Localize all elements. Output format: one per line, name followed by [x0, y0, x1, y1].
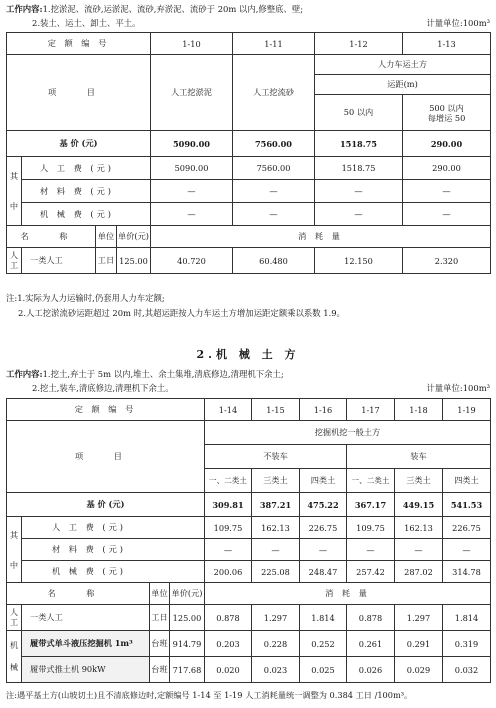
- column-title: 人工挖淤泥: [151, 55, 233, 131]
- cost-value: —: [233, 180, 315, 203]
- labor-name: 一类人工: [22, 248, 96, 274]
- machine-value: 0.023: [252, 657, 300, 683]
- cost-value: 7560.00: [233, 157, 315, 180]
- machine-value: 0.029: [395, 657, 443, 683]
- cost-value: 162.13: [395, 517, 443, 539]
- cost-value: —: [151, 203, 233, 226]
- cost-value: 162.13: [252, 517, 300, 539]
- labor-name: 一类人工: [22, 605, 150, 631]
- base-price-value: 475.22: [300, 493, 347, 517]
- machine-value: 0.020: [205, 657, 252, 683]
- cost-value: 1518.75: [315, 157, 403, 180]
- cost-value: 5090.00: [151, 157, 233, 180]
- sub-column-title: 50 以内: [315, 95, 403, 131]
- quota-code: 1-16: [300, 399, 347, 421]
- cost-name: 人 工 费 (元): [22, 517, 205, 539]
- quota-code: 1-17: [347, 399, 395, 421]
- note-line: 2.人工挖淤流砂运距超过 20m 时,其超运距按人力车运土方增加运距定额乘以系数 1.9。: [18, 308, 345, 318]
- work-content-label: 工作内容:: [6, 4, 43, 14]
- labor-value: 1.814: [443, 605, 491, 631]
- labor-unit: 工日: [96, 248, 117, 274]
- cost-value: —: [403, 203, 491, 226]
- cost-value: 109.75: [347, 517, 395, 539]
- cost-value: 200.06: [205, 561, 252, 583]
- cost-value: —: [205, 539, 252, 561]
- labor-value: 60.480: [233, 248, 315, 274]
- sub-group-title: 装车: [347, 445, 491, 469]
- work-content-1: [6, 3, 303, 15]
- machine-value: 0.203: [205, 631, 252, 657]
- note-line: 注:遇平基土方(山坡切土)且不清底修边时,定额编号 1-14 至 1-19 人工消耗量统一调整为 0.384 工日 /100m³。: [6, 690, 413, 700]
- labor-price: 125.00: [117, 248, 151, 274]
- labor-value: 40.720: [151, 248, 233, 274]
- quota-code: 1-19: [443, 399, 491, 421]
- item-label: 项 目: [7, 55, 151, 131]
- cost-value: —: [300, 539, 347, 561]
- labor-value: 1.297: [395, 605, 443, 631]
- base-price-value: 367.17: [347, 493, 395, 517]
- consumption-unit-header: 单位: [150, 583, 170, 605]
- soil-class: 三类土: [395, 469, 443, 493]
- base-price-value: 387.21: [252, 493, 300, 517]
- cost-value: 225.08: [252, 561, 300, 583]
- consumption-price-header: 单价(元): [170, 583, 205, 605]
- cost-value: —: [315, 203, 403, 226]
- machine-name: 履带式单斗液压挖掘机 1m³: [22, 631, 150, 657]
- cost-name: 机 械 费 (元): [22, 203, 151, 226]
- quota-code: 1-11: [233, 33, 315, 55]
- machine-side-label: 机械: [7, 631, 22, 683]
- cost-value: —: [252, 539, 300, 561]
- cost-value: —: [233, 203, 315, 226]
- cost-value: 290.00: [403, 157, 491, 180]
- quota-code: 1-12: [315, 33, 403, 55]
- quota-code: 1-15: [252, 399, 300, 421]
- cost-value: 257.42: [347, 561, 395, 583]
- machine-name: 履带式推土机 90kW: [22, 657, 150, 683]
- base-price-value: 309.81: [205, 493, 252, 517]
- sub-group-title: 不装车: [205, 445, 347, 469]
- measure-unit: 计量单位:100m³: [426, 383, 490, 393]
- quota-number-label: 定 额 编 号: [7, 399, 205, 421]
- base-price-value: 541.53: [443, 493, 491, 517]
- machine-value: 0.319: [443, 631, 491, 657]
- cost-value: 248.47: [300, 561, 347, 583]
- cost-value: —: [403, 180, 491, 203]
- machine-value: 0.025: [300, 657, 347, 683]
- machine-value: 0.261: [347, 631, 395, 657]
- soil-class: 一、二类土: [205, 469, 252, 493]
- labor-unit: 工日: [150, 605, 170, 631]
- cost-value: —: [315, 180, 403, 203]
- work-content-label: 工作内容:: [6, 369, 43, 379]
- cost-value: 109.75: [205, 517, 252, 539]
- labor-side-label: 人工: [7, 605, 22, 631]
- quota-table-1: [6, 32, 491, 274]
- soil-class: 一、二类土: [347, 469, 395, 493]
- consumption-name-header: 名 称: [7, 583, 150, 605]
- cost-value: 314.78: [443, 561, 491, 583]
- quota-code: 1-10: [151, 33, 233, 55]
- cost-value: 287.02: [395, 561, 443, 583]
- work-content-line: 1.挖土,弃土于 5m 以内,堆土、余土集堆,清底修边,清理机下余土;: [42, 369, 284, 379]
- machine-value: 0.252: [300, 631, 347, 657]
- labor-value: 2.320: [403, 248, 491, 274]
- soil-class: 三类土: [252, 469, 300, 493]
- cost-value: —: [151, 180, 233, 203]
- section-title: 2.机 械 土 方: [196, 348, 300, 361]
- base-price-value: 5090.00: [151, 131, 233, 157]
- cost-name: 材 料 费 (元): [22, 180, 151, 203]
- quota-code: 1-13: [403, 33, 491, 55]
- cost-value: 226.75: [443, 517, 491, 539]
- base-price-label: 基 价 (元): [7, 131, 151, 157]
- work-content-2: [6, 368, 284, 380]
- cost-side-label: 其 中: [7, 517, 22, 583]
- labor-value: 0.878: [205, 605, 252, 631]
- base-price-label: 基 价 (元): [7, 493, 205, 517]
- group-title: 挖掘机挖一般土方: [205, 421, 491, 445]
- consumption-header: 消 耗 量: [205, 583, 491, 605]
- cost-name: 机 械 费 (元): [22, 561, 205, 583]
- cost-name: 材 料 费 (元): [22, 539, 205, 561]
- consumption-name-header: 名 称: [7, 226, 96, 248]
- base-price-value: 449.15: [395, 493, 443, 517]
- group-title: 人力车运土方: [315, 55, 491, 75]
- labor-value: 12.150: [315, 248, 403, 274]
- cost-name: 人 工 费 (元): [22, 157, 151, 180]
- sub-column-title: 500 以内 每增运 50: [403, 95, 491, 131]
- machine-value: 0.032: [443, 657, 491, 683]
- soil-class: 四类土: [443, 469, 491, 493]
- consumption-price-header: 单价(元): [117, 226, 151, 248]
- quota-code: 1-14: [205, 399, 252, 421]
- machine-value: 0.228: [252, 631, 300, 657]
- base-price-value: 7560.00: [233, 131, 315, 157]
- machine-price: 717.68: [170, 657, 205, 683]
- labor-value: 0.878: [347, 605, 395, 631]
- work-content-line: 1.挖淤泥、流砂,运淤泥、流砂,弃淤泥、流砂于 20m 以内,修整底、壁;: [42, 4, 304, 14]
- soil-class: 四类土: [300, 469, 347, 493]
- cost-value: 226.75: [300, 517, 347, 539]
- consumption-unit-header: 单位: [96, 226, 117, 248]
- measure-unit: 计量单位:100m³: [426, 18, 490, 28]
- labor-value: 1.297: [252, 605, 300, 631]
- distance-label: 运距(m): [315, 75, 491, 95]
- cost-value: —: [347, 539, 395, 561]
- quota-number-label: 定 额 编 号: [7, 33, 151, 55]
- base-price-value: 1518.75: [315, 131, 403, 157]
- base-price-value: 290.00: [403, 131, 491, 157]
- work-content-line: 2.挖土,装车,清底修边,清理机下余土。: [32, 383, 174, 393]
- labor-price: 125.00: [170, 605, 205, 631]
- machine-value: 0.026: [347, 657, 395, 683]
- quota-table-2: [6, 398, 491, 683]
- column-title: 人工挖流砂: [233, 55, 315, 131]
- note-line: 注:1.实际为人力运输时,仍套用人力车定额;: [6, 293, 165, 303]
- labor-value: 1.814: [300, 605, 347, 631]
- consumption-header: 消 耗 量: [151, 226, 491, 248]
- cost-value: —: [443, 539, 491, 561]
- machine-price: 914.79: [170, 631, 205, 657]
- work-content-line: 2.装土、运土、卸土、平土。: [32, 18, 141, 28]
- cost-value: —: [395, 539, 443, 561]
- item-label: 项 目: [7, 421, 205, 493]
- machine-unit: 台班: [150, 657, 170, 683]
- machine-unit: 台班: [150, 631, 170, 657]
- machine-value: 0.291: [395, 631, 443, 657]
- labor-side-label: 人工: [7, 248, 22, 274]
- quota-code: 1-18: [395, 399, 443, 421]
- cost-side-label: 其 中: [7, 157, 22, 226]
